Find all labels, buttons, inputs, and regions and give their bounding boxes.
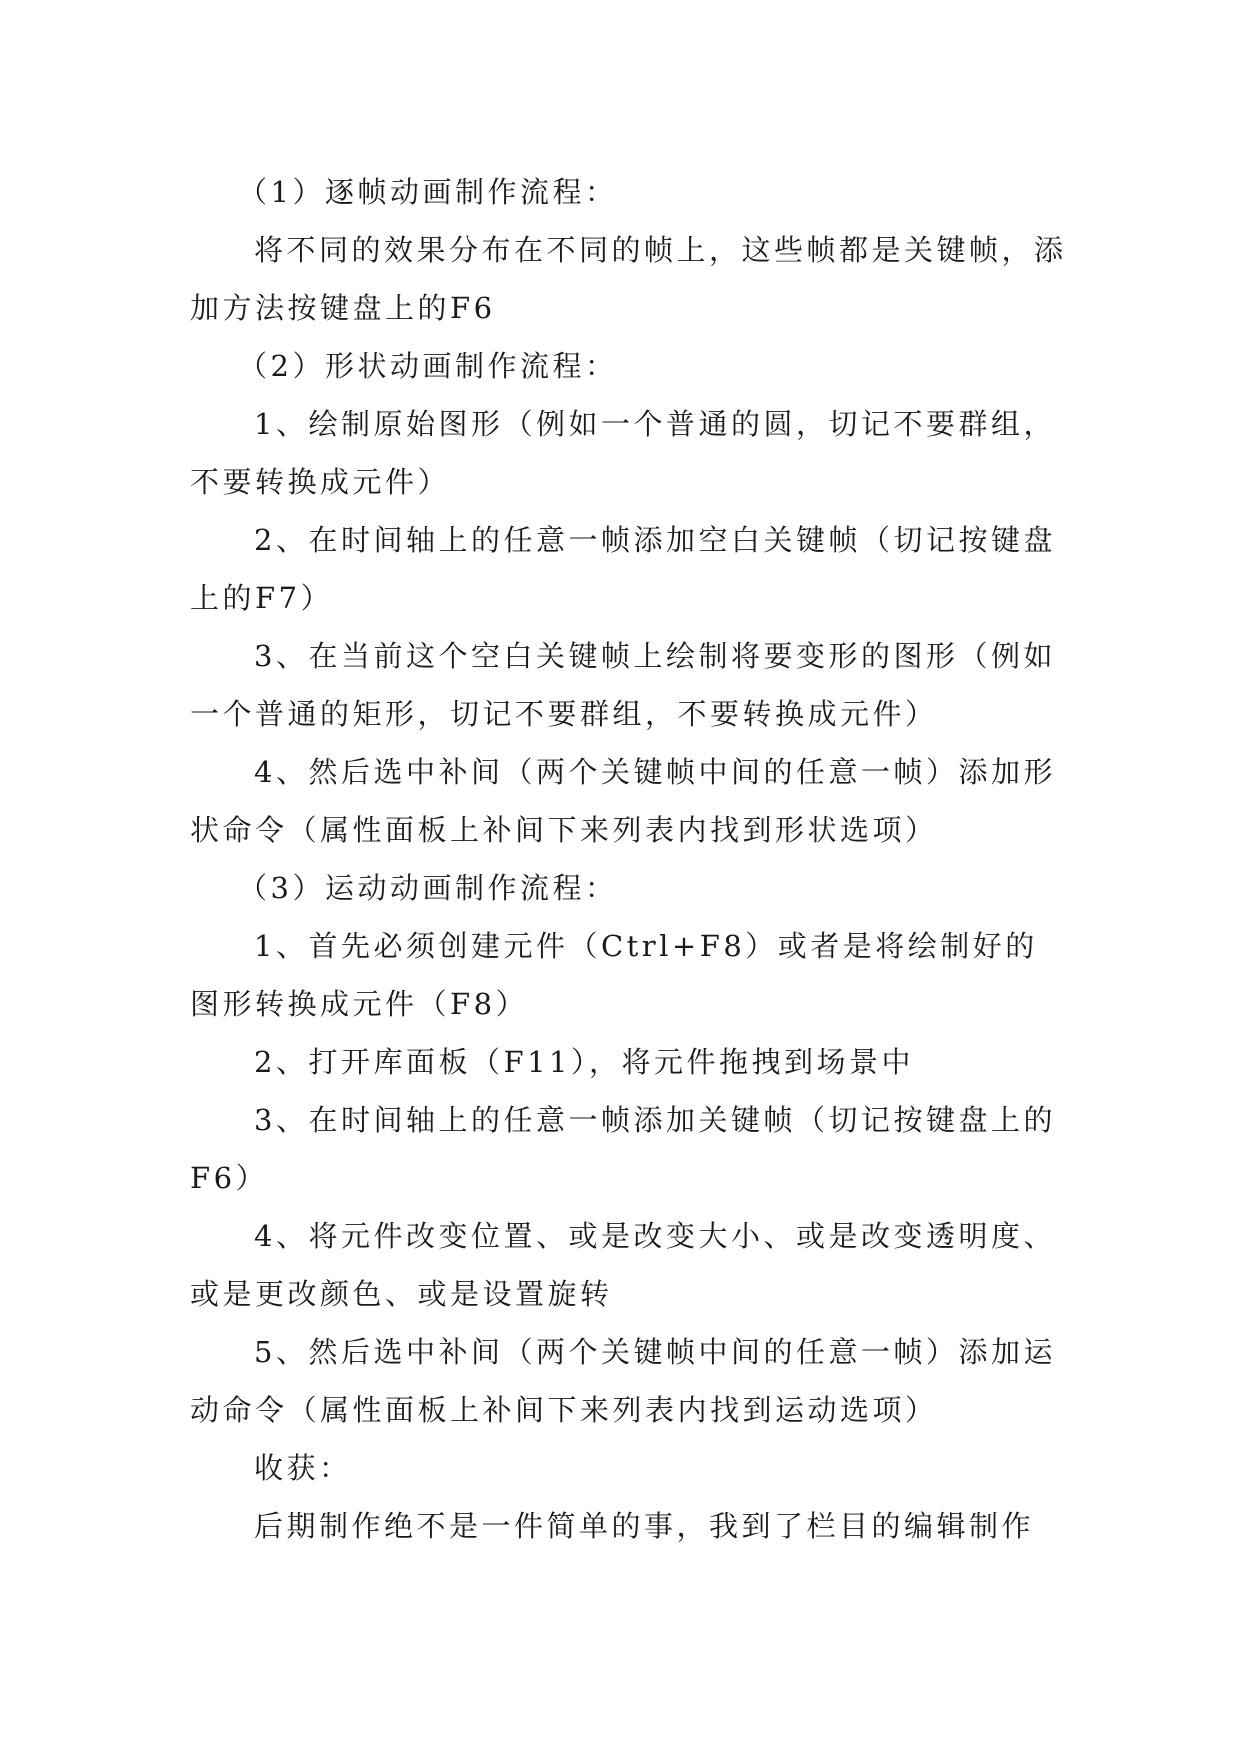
- paragraph-shape-step-2: 2、在时间轴上的任意一帧添加空白关键帧（切记按键盘上的F7）: [190, 523, 1056, 615]
- paragraph-motion-step-4: 4、将元件改变位置、或是改变大小、或是改变透明度、或是更改颜色、或是设置旋转: [190, 1219, 1056, 1311]
- section-heading-motion-animation: （3）运动动画制作流程：: [238, 871, 618, 905]
- paragraph-frame-animation-desc: 将不同的效果分布在不同的帧上，这些帧都是关键帧，添加方法按键盘上的F6: [190, 233, 1067, 325]
- paragraph-motion-step-2: 2、打开库面板（F11），将元件拖拽到场景中: [254, 1045, 914, 1079]
- paragraph-motion-step-3: 3、在时间轴上的任意一帧添加关键帧（切记按键盘上的F6）: [190, 1103, 1056, 1195]
- paragraph-motion-step-5: 5、然后选中补间（两个关键帧中间的任意一帧）添加运动命令（属性面板上补间下来列表内找到运动选项）: [190, 1335, 1056, 1427]
- paragraph-harvest-label: 收获：: [254, 1451, 352, 1485]
- paragraph-harvest-text: 后期制作绝不是一件简单的事，我到了栏目的编辑制作: [254, 1509, 1035, 1543]
- section-heading-frame-animation: （1）逐帧动画制作流程：: [238, 175, 618, 209]
- paragraph-shape-step-1: 1、绘制原始图形（例如一个普通的圆，切记不要群组，不要转换成元件）: [190, 407, 1056, 499]
- paragraph-motion-step-1: 1、首先必须创建元件（Ctrl+F8）或者是将绘制好的图形转换成元件（F8）: [190, 929, 1038, 1021]
- paragraph-shape-step-4: 4、然后选中补间（两个关键帧中间的任意一帧）添加形状命令（属性面板上补间下来列表内找到形状选项）: [190, 755, 1056, 847]
- document-body: [190, 163, 1070, 1555]
- section-heading-shape-animation: （2）形状动画制作流程：: [238, 349, 618, 383]
- paragraph-shape-step-3: 3、在当前这个空白关键帧上绘制将要变形的图形（例如一个普通的矩形，切记不要群组，不要转换成元件）: [190, 639, 1056, 731]
